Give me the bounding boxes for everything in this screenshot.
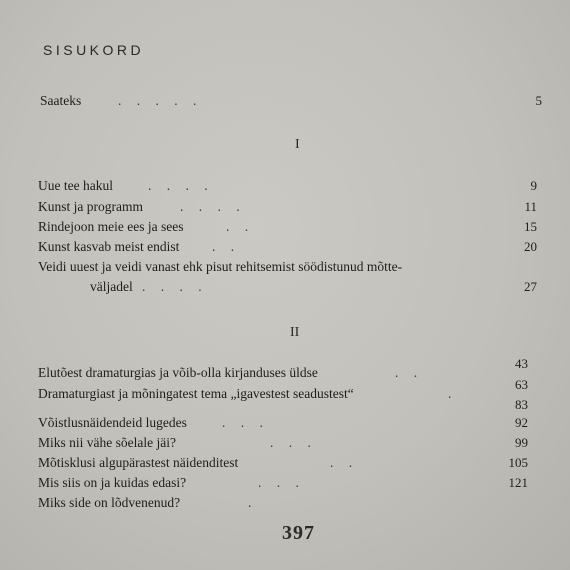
entry-title: Mõtisklusi algupärastest näidenditest [38,455,239,470]
entry-title: Uue tee hakul [38,178,113,193]
leader-dots: . . . [258,475,305,490]
leader-dots: . [448,386,458,401]
leader-dots: . . [330,455,359,470]
toc-entry [0,474,570,492]
entry-page: 20 [524,239,537,254]
toc-entry [0,434,570,452]
toc-entry-page-only [0,355,570,373]
toc-entry-continuation [0,278,570,296]
entry-page: 121 [508,475,528,490]
leader-dots: . . [226,219,255,234]
entry-page: 63 [515,377,528,392]
entry-title: Saateks [40,93,82,108]
entry-title: Rindejoon meie ees ja sees [38,219,184,234]
leader-dots: . . . . [180,199,246,214]
leader-dots: . . . . [148,178,214,193]
entry-page: 83 [515,397,528,412]
toc-entry [0,414,570,432]
leader-dots: . . [395,365,424,380]
toc-entry [0,177,570,195]
entry-page: 92 [515,415,528,430]
entry-page: 99 [515,435,528,450]
entry-title: Veidi uuest ja veidi vanast ehk pisut rehitsemist söödistunud mõtte- [38,259,403,274]
page-number: 397 [282,522,315,544]
toc-entry [0,258,570,276]
toc-entry-page-only [0,376,570,394]
toc-entry [0,218,570,236]
leader-dots: . . [212,239,241,254]
entry-title: Miks nii vähe sõelale jäi? [38,435,176,450]
entry-title: Elutõest dramaturgias ja võib-olla kirjanduses üldse [38,365,318,380]
toc-entry-page-only [0,396,570,414]
entry-page: 27 [524,279,537,294]
leader-dots: . . . . . [118,93,203,108]
toc-entry-preface [0,92,570,110]
entry-page: 11 [524,199,537,214]
entry-page: 43 [515,356,528,371]
leader-dots: . . . [222,415,269,430]
entry-title: Mis siis on ja kuidas edasi? [38,475,187,490]
toc-entry [0,494,570,512]
leader-dots: . . . [270,435,317,450]
entry-title: Dramaturgiast ja mõningatest tema „igavestest seadustest“ [38,386,354,401]
entry-page: 105 [508,455,528,470]
toc-heading: SISUKORD [43,42,145,58]
entry-title: Miks side on lõdvenenud? [38,495,181,510]
entry-title-continuation: väljadel [90,279,133,294]
entry-page: 9 [530,178,537,193]
entry-title: Kunst ja programm [38,199,143,214]
entry-page: 5 [535,93,542,108]
toc-entry [0,454,570,472]
entry-title: Võistlusnäidendeid lugedes [38,415,187,430]
toc-entry [0,238,570,256]
toc-entry [0,198,570,216]
entry-page: 15 [524,219,537,234]
section-numeral-2: II [290,325,300,340]
entry-title: Kunst kasvab meist endist [38,239,180,254]
section-numeral-1: I [295,137,300,152]
leader-dots: . . . . [142,279,208,294]
leader-dots: . [248,495,258,510]
